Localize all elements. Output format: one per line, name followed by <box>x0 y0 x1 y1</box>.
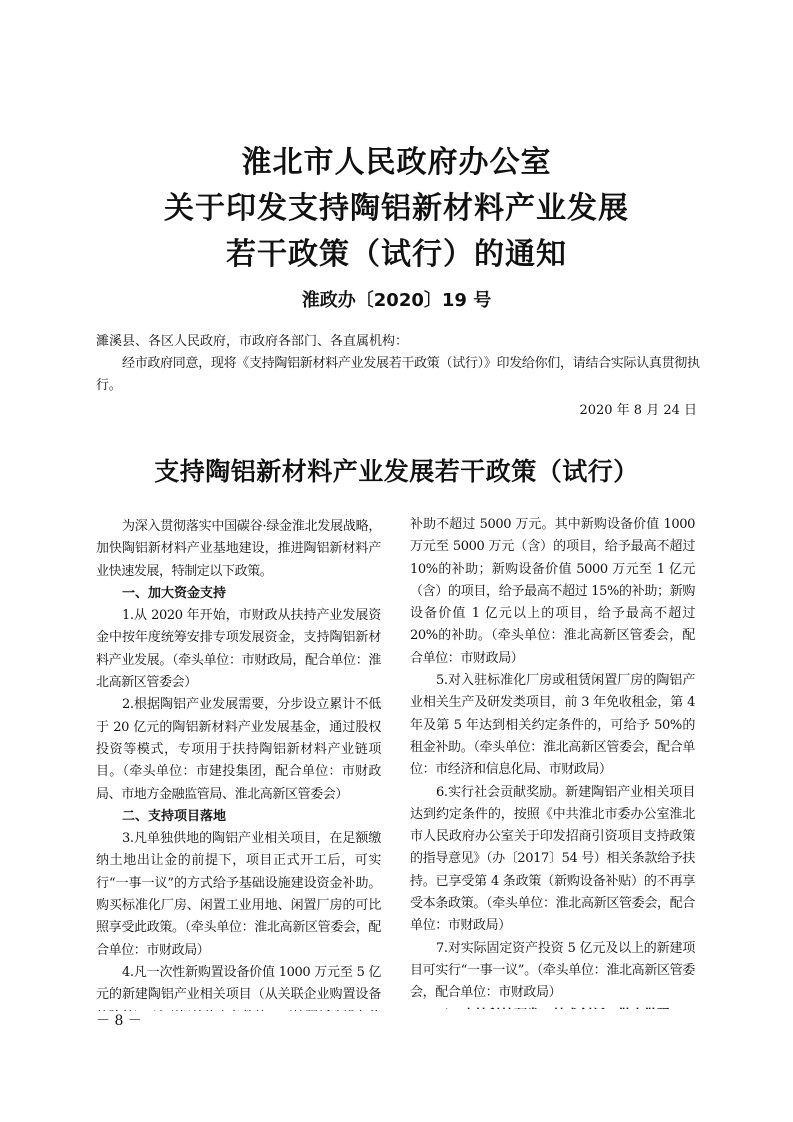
policy-item-4-part-1: 4.凡一次性新购置设备价值 1000 万元至 5 亿元的新建陶铝产业相关项目（从关联企业购置设备 <box>96 964 381 1003</box>
document-number: 淮政办〔2020〕19 号 <box>301 290 492 311</box>
notice-addressee: 濉溪县、各区人民政府，市政府各部门、各直属机构： <box>96 334 409 349</box>
notice-section <box>96 331 701 397</box>
section-heading-3 <box>410 1005 695 1009</box>
text-column-left <box>96 516 381 1011</box>
notice-date: 2020 年 8 月 24 日 <box>579 403 697 418</box>
policy-item-6: 6.实行社会贡献奖励。新建陶铝产业相关项目达到约定条件的，按照《中共淮北市委办公室淮北市人民政府办公室关于印发招商引资项目支持政策的指导意见》（办〔2017〕54 号）相关条款给予扶持。已享受第 4 条政策（新购设备补贴）的不再享受本条政策。（牵头单位：淮北高新区管委会，配合单位：市财政局） <box>410 784 695 934</box>
notice-body: 经市政府同意，现将《支持陶铝新材料产业发展若干政策（试行）》印发给你们，请结合实际认真贯彻执行。 <box>96 356 700 393</box>
policy-item-2: 2.根据陶铝产业发展需要，分步设立累计不低于 20 亿元的陶铝新材料产业发展基金，通过股权投资等模式，专项用于扶持陶铝新材料产业链项目。（牵头单位：市建投集团，配合单位：市财政局、市地方金融监管局、淮北高新区管委会） <box>96 697 381 802</box>
policy-item-7: 7.对实际固定资产投资 5 亿元及以上的新建项目可实行“一事一议”。（牵头单位：淮北高新区管委会，配合单位：市财政局） <box>410 940 695 1001</box>
policy-title: 支持陶铝新材料产业发展若干政策（试行） <box>154 457 639 486</box>
policy-item-5: 5.对入驻标准化厂房或租赁闲置厂房的陶铝产业相关生产及研发类项目，前 3 年免收租金，第 4 年及第 5 年达到相关约定条件的，可给予 50%的租金补助。（牵头单位：淮北高新区管委会，配合单位：市经济和信息化局、市财政局） <box>410 673 695 778</box>
document-title-line-1: 淮北市人民政府办公室 <box>241 145 552 180</box>
policy-intro: 为深入贯彻落实中国碳谷·绿金淮北发展战略，加快陶铝新材料产业基地建设，推进陶铝新材料产业快速发展，特制定以下政策。 <box>96 519 381 579</box>
policy-item-1: 1.从 2020 年开始，市财政从扶持产业发展资金中按年度统筹安排专项发展资金，支持陶铝新材料产业发展。（牵头单位：市财政局，配合单位：淮北高新区管委会） <box>96 608 381 691</box>
text-column-right <box>410 514 695 1009</box>
document-title-block <box>0 140 793 312</box>
section-heading-2: 二、支持项目落地 <box>122 808 227 824</box>
page-number: － 8 － <box>96 1013 142 1029</box>
document-title-line-2: 关于印发支持陶铝新材料产业发展 <box>164 191 629 226</box>
policy-item-4-part-2: 补助不超过 5000 万元。其中新购设备价值 1000 万元至 5000 万元（含）的项目，给予最高不超过 10%的补助；新购设备价值 5000 万元至 1 亿元（含）的项目，给予最高不超过 15%的补助；新购设备价值 1 亿元以上的项目，给予最高不超过 20%的补助。（牵头单位：淮北高新区管委会，配合单位：市财政局） <box>410 517 695 666</box>
policy-item-3: 3.凡单独供地的陶铝产业相关项目，在足额缴纳土地出让金的前提下，项目正式开工后，可实行“一事一议”的方式给予基础设施建设资金补助。购买标准化厂房、闲置工业用地、闲置厂房的可比照享受此政策。（牵头单位：淮北高新区管委会，配合单位：市财政局） <box>96 831 381 958</box>
section-heading-1: 一、加大资金支持 <box>122 585 227 601</box>
document-title-line-3: 若干政策（试行）的通知 <box>226 237 567 272</box>
